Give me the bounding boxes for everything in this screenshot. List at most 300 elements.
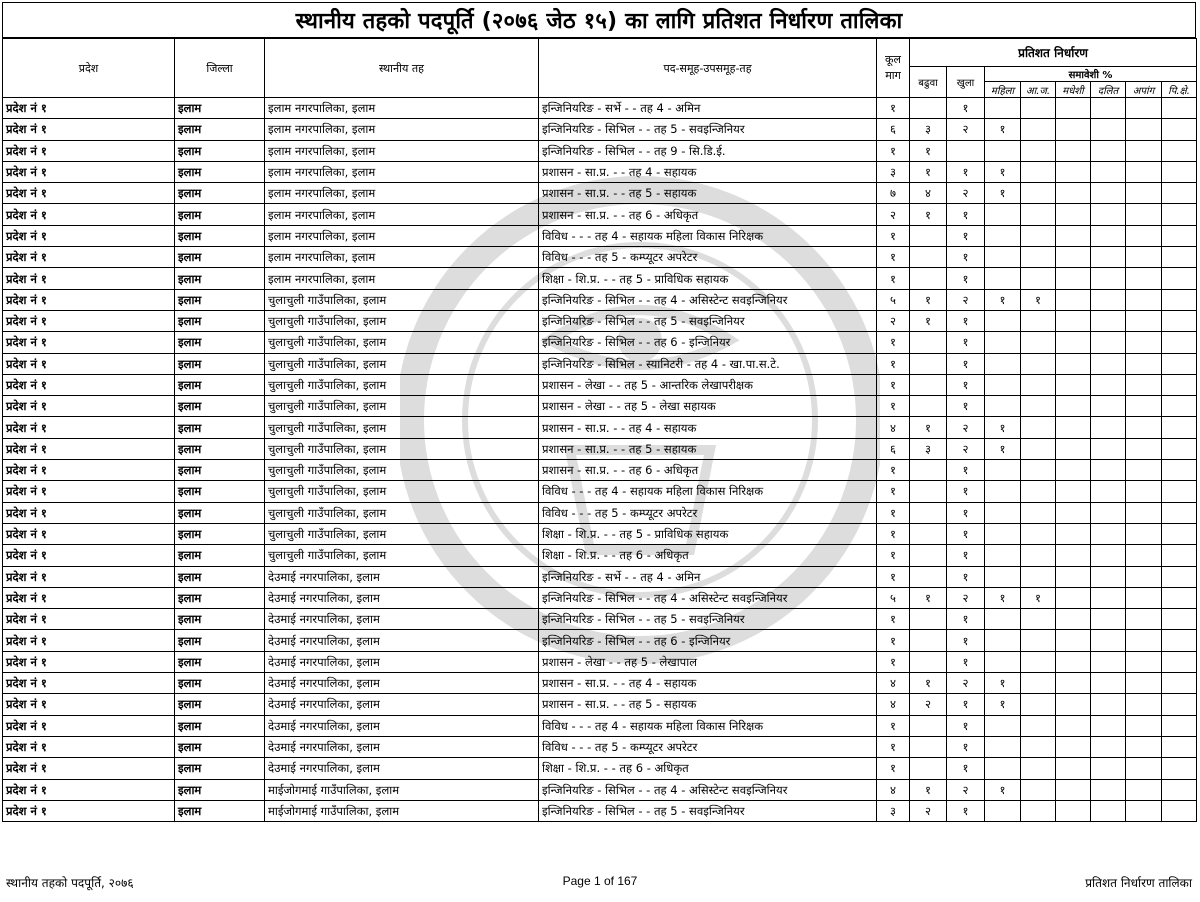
cell-women bbox=[985, 736, 1021, 757]
cell-local-level: इलाम नगरपालिका, इलाम bbox=[265, 119, 539, 140]
cell-district: इलाम bbox=[175, 800, 265, 821]
cell-post: प्रशासन - सा.प्र. - - तह 4 - सहायक bbox=[539, 673, 877, 694]
cell-province: प्रदेश नं १ bbox=[3, 779, 175, 800]
cell-janajati bbox=[1021, 758, 1056, 779]
cell-post: शिक्षा - शि.प्र. - - तह 5 - प्राविधिक सहायक bbox=[539, 523, 877, 544]
cell-province: प्रदेश नं १ bbox=[3, 502, 175, 523]
cell-backward-region bbox=[1162, 225, 1197, 246]
cell-post: शिक्षा - शि.प्र. - - तह 5 - प्राविधिक सहायक bbox=[539, 268, 877, 289]
cell-local-level: चुलाचुली गाउँपालिका, इलाम bbox=[265, 396, 539, 417]
cell-backward-region bbox=[1162, 268, 1197, 289]
cell-promotion bbox=[910, 225, 947, 246]
cell-women: १ bbox=[985, 673, 1021, 694]
cell-open: १ bbox=[947, 353, 985, 374]
cell-disabled bbox=[1126, 183, 1162, 204]
header-dalit: दलित bbox=[1091, 82, 1126, 98]
cell-promotion: १ bbox=[910, 417, 947, 438]
cell-post: इन्जिनियरिङ - सिभिल - - तह 6 - इन्जिनियर bbox=[539, 630, 877, 651]
cell-district: इलाम bbox=[175, 161, 265, 182]
cell-post: प्रशासन - सा.प्र. - - तह 5 - सहायक bbox=[539, 694, 877, 715]
cell-open: १ bbox=[947, 715, 985, 736]
cell-district: इलाम bbox=[175, 587, 265, 608]
cell-district: इलाम bbox=[175, 460, 265, 481]
cell-open: १ bbox=[947, 98, 985, 119]
cell-total-demand: १ bbox=[877, 460, 910, 481]
cell-province: प्रदेश नं १ bbox=[3, 417, 175, 438]
cell-madhesi bbox=[1056, 779, 1091, 800]
cell-post: इन्जिनियरिङ - सिभिल - - तह 4 - असिस्टेन्ट सवइन्जिनियर bbox=[539, 587, 877, 608]
table-row bbox=[3, 140, 1197, 161]
cell-post: विविध - - - तह 5 - कम्प्यूटर अपरेटर bbox=[539, 247, 877, 268]
cell-district: इलाम bbox=[175, 225, 265, 246]
cell-dalit bbox=[1091, 225, 1126, 246]
cell-disabled bbox=[1126, 651, 1162, 672]
cell-janajati bbox=[1021, 310, 1056, 331]
cell-local-level: इलाम नगरपालिका, इलाम bbox=[265, 268, 539, 289]
cell-promotion bbox=[910, 630, 947, 651]
cell-local-level: चुलाचुली गाउँपालिका, इलाम bbox=[265, 310, 539, 331]
cell-open: १ bbox=[947, 247, 985, 268]
cell-women bbox=[985, 98, 1021, 119]
cell-dalit bbox=[1091, 438, 1126, 459]
table-row bbox=[3, 374, 1197, 395]
table-row bbox=[3, 800, 1197, 821]
cell-total-demand: १ bbox=[877, 247, 910, 268]
cell-promotion: १ bbox=[910, 289, 947, 310]
cell-women bbox=[985, 800, 1021, 821]
cell-disabled bbox=[1126, 289, 1162, 310]
cell-post: इन्जिनियरिङ - सिभिल - - तह 4 - असिस्टेन्ट सवइन्जिनियर bbox=[539, 779, 877, 800]
cell-disabled bbox=[1126, 673, 1162, 694]
cell-total-demand: १ bbox=[877, 98, 910, 119]
cell-janajati bbox=[1021, 161, 1056, 182]
cell-madhesi bbox=[1056, 715, 1091, 736]
cell-district: इलाम bbox=[175, 566, 265, 587]
header-janajati: आ.ज. bbox=[1021, 82, 1056, 98]
header-women: महिला bbox=[985, 82, 1021, 98]
cell-province: प्रदेश नं १ bbox=[3, 332, 175, 353]
cell-dalit bbox=[1091, 651, 1126, 672]
cell-district: इलाम bbox=[175, 268, 265, 289]
cell-post: प्रशासन - सा.प्र. - - तह 4 - सहायक bbox=[539, 417, 877, 438]
cell-dalit bbox=[1091, 758, 1126, 779]
cell-total-demand: १ bbox=[877, 566, 910, 587]
header-promotion: बढुवा bbox=[910, 67, 947, 98]
table-row bbox=[3, 98, 1197, 119]
cell-province: प्रदेश नं १ bbox=[3, 566, 175, 587]
cell-madhesi bbox=[1056, 651, 1091, 672]
cell-post: शिक्षा - शि.प्र. - - तह 6 - अधिकृत bbox=[539, 545, 877, 566]
cell-local-level: चुलाचुली गाउँपालिका, इलाम bbox=[265, 417, 539, 438]
cell-province: प्रदेश नं १ bbox=[3, 98, 175, 119]
cell-dalit bbox=[1091, 119, 1126, 140]
cell-open: १ bbox=[947, 161, 985, 182]
cell-dalit bbox=[1091, 566, 1126, 587]
cell-province: प्रदेश नं १ bbox=[3, 310, 175, 331]
cell-total-demand: १ bbox=[877, 609, 910, 630]
cell-open: २ bbox=[947, 417, 985, 438]
cell-dalit bbox=[1091, 353, 1126, 374]
cell-post: इन्जिनियरिङ - सर्भे - - तह 4 - अमिन bbox=[539, 98, 877, 119]
cell-janajati bbox=[1021, 566, 1056, 587]
cell-dalit bbox=[1091, 289, 1126, 310]
cell-disabled bbox=[1126, 332, 1162, 353]
cell-janajati bbox=[1021, 374, 1056, 395]
cell-open: १ bbox=[947, 396, 985, 417]
table-row bbox=[3, 268, 1197, 289]
cell-open: १ bbox=[947, 800, 985, 821]
cell-disabled bbox=[1126, 396, 1162, 417]
cell-local-level: देउमाई नगरपालिका, इलाम bbox=[265, 758, 539, 779]
header-inclusive: समावेशी % bbox=[985, 67, 1197, 82]
cell-backward-region bbox=[1162, 289, 1197, 310]
cell-total-demand: १ bbox=[877, 268, 910, 289]
header-post: पद-समूह-उपसमूह-तह bbox=[539, 39, 877, 98]
cell-janajati bbox=[1021, 715, 1056, 736]
cell-madhesi bbox=[1056, 140, 1091, 161]
cell-total-demand: ४ bbox=[877, 779, 910, 800]
cell-open: २ bbox=[947, 183, 985, 204]
cell-district: इलाम bbox=[175, 779, 265, 800]
cell-open: १ bbox=[947, 204, 985, 225]
cell-post: इन्जिनियरिङ - सिभिल - - तह 4 - असिस्टेन्ट सवइन्जिनियर bbox=[539, 289, 877, 310]
cell-disabled bbox=[1126, 268, 1162, 289]
cell-dalit bbox=[1091, 587, 1126, 608]
cell-district: इलाम bbox=[175, 183, 265, 204]
cell-district: इलाम bbox=[175, 310, 265, 331]
cell-disabled bbox=[1126, 545, 1162, 566]
cell-district: इलाम bbox=[175, 673, 265, 694]
cell-backward-region bbox=[1162, 417, 1197, 438]
cell-women bbox=[985, 353, 1021, 374]
cell-madhesi bbox=[1056, 438, 1091, 459]
cell-backward-region bbox=[1162, 353, 1197, 374]
table-row bbox=[3, 587, 1197, 608]
cell-post: प्रशासन - सा.प्र. - - तह 6 - अधिकृत bbox=[539, 460, 877, 481]
cell-dalit bbox=[1091, 630, 1126, 651]
table-row bbox=[3, 758, 1197, 779]
cell-post: इन्जिनियरिङ - सिभिल - - तह 5 - सवइन्जिनियर bbox=[539, 310, 877, 331]
cell-women bbox=[985, 758, 1021, 779]
cell-province: प्रदेश नं १ bbox=[3, 694, 175, 715]
cell-local-level: माईजोगमाई गाउँपालिका, इलाम bbox=[265, 800, 539, 821]
cell-post: विविध - - - तह 4 - सहायक महिला विकास निरिक्षक bbox=[539, 715, 877, 736]
cell-district: इलाम bbox=[175, 523, 265, 544]
cell-backward-region bbox=[1162, 98, 1197, 119]
cell-madhesi bbox=[1056, 417, 1091, 438]
cell-open: १ bbox=[947, 481, 985, 502]
cell-backward-region bbox=[1162, 673, 1197, 694]
cell-promotion: १ bbox=[910, 161, 947, 182]
cell-disabled bbox=[1126, 438, 1162, 459]
cell-madhesi bbox=[1056, 374, 1091, 395]
header-open: खुला bbox=[947, 67, 985, 98]
cell-district: इलाम bbox=[175, 374, 265, 395]
cell-disabled bbox=[1126, 587, 1162, 608]
cell-province: प्रदेश नं १ bbox=[3, 438, 175, 459]
cell-local-level: चुलाचुली गाउँपालिका, इलाम bbox=[265, 289, 539, 310]
cell-backward-region bbox=[1162, 609, 1197, 630]
cell-open: २ bbox=[947, 438, 985, 459]
cell-disabled bbox=[1126, 310, 1162, 331]
cell-madhesi bbox=[1056, 353, 1091, 374]
table-row bbox=[3, 545, 1197, 566]
cell-total-demand: १ bbox=[877, 396, 910, 417]
cell-open: २ bbox=[947, 779, 985, 800]
cell-janajati bbox=[1021, 396, 1056, 417]
cell-post: शिक्षा - शि.प्र. - - तह 6 - अधिकृत bbox=[539, 758, 877, 779]
cell-open: १ bbox=[947, 694, 985, 715]
cell-disabled bbox=[1126, 736, 1162, 757]
cell-janajati bbox=[1021, 523, 1056, 544]
cell-post: इन्जिनियरिङ - सर्भे - - तह 4 - अमिन bbox=[539, 566, 877, 587]
cell-madhesi bbox=[1056, 523, 1091, 544]
cell-province: प्रदेश नं १ bbox=[3, 225, 175, 246]
cell-backward-region bbox=[1162, 183, 1197, 204]
table-row bbox=[3, 396, 1197, 417]
cell-province: प्रदेश नं १ bbox=[3, 353, 175, 374]
table-row bbox=[3, 481, 1197, 502]
cell-total-demand: १ bbox=[877, 225, 910, 246]
cell-post: इन्जिनियरिङ - सिभिल - - तह 6 - इन्जिनियर bbox=[539, 332, 877, 353]
cell-province: प्रदेश नं १ bbox=[3, 140, 175, 161]
cell-promotion: १ bbox=[910, 310, 947, 331]
cell-dalit bbox=[1091, 715, 1126, 736]
cell-total-demand: १ bbox=[877, 140, 910, 161]
cell-province: प्रदेश नं १ bbox=[3, 715, 175, 736]
cell-local-level: चुलाचुली गाउँपालिका, इलाम bbox=[265, 353, 539, 374]
cell-promotion bbox=[910, 353, 947, 374]
cell-disabled bbox=[1126, 247, 1162, 268]
cell-province: प्रदेश नं १ bbox=[3, 609, 175, 630]
cell-district: इलाम bbox=[175, 609, 265, 630]
cell-madhesi bbox=[1056, 673, 1091, 694]
cell-dalit bbox=[1091, 98, 1126, 119]
cell-backward-region bbox=[1162, 545, 1197, 566]
cell-total-demand: १ bbox=[877, 651, 910, 672]
cell-local-level: चुलाचुली गाउँपालिका, इलाम bbox=[265, 438, 539, 459]
cell-women: १ bbox=[985, 289, 1021, 310]
cell-dalit bbox=[1091, 396, 1126, 417]
cell-open: १ bbox=[947, 225, 985, 246]
cell-madhesi bbox=[1056, 396, 1091, 417]
cell-promotion: १ bbox=[910, 204, 947, 225]
cell-disabled bbox=[1126, 800, 1162, 821]
cell-local-level: इलाम नगरपालिका, इलाम bbox=[265, 204, 539, 225]
cell-women bbox=[985, 247, 1021, 268]
cell-promotion: १ bbox=[910, 673, 947, 694]
cell-backward-region bbox=[1162, 481, 1197, 502]
cell-local-level: देउमाई नगरपालिका, इलाम bbox=[265, 587, 539, 608]
cell-backward-region bbox=[1162, 566, 1197, 587]
table-row bbox=[3, 566, 1197, 587]
cell-promotion bbox=[910, 374, 947, 395]
cell-disabled bbox=[1126, 161, 1162, 182]
cell-local-level: इलाम नगरपालिका, इलाम bbox=[265, 161, 539, 182]
cell-disabled bbox=[1126, 502, 1162, 523]
cell-province: प्रदेश नं १ bbox=[3, 374, 175, 395]
header-percent-allocation: प्रतिशत निर्धारण bbox=[910, 39, 1197, 67]
cell-promotion bbox=[910, 396, 947, 417]
cell-post: इन्जिनियरिङ - सिभिल - स्यानिटरी - तह 4 - खा.पा.स.टे. bbox=[539, 353, 877, 374]
cell-dalit bbox=[1091, 268, 1126, 289]
cell-open: १ bbox=[947, 332, 985, 353]
cell-total-demand: १ bbox=[877, 736, 910, 757]
cell-women bbox=[985, 374, 1021, 395]
table-row bbox=[3, 630, 1197, 651]
cell-madhesi bbox=[1056, 481, 1091, 502]
cell-district: इलाम bbox=[175, 438, 265, 459]
cell-post: प्रशासन - लेखा - - तह 5 - लेखापाल bbox=[539, 651, 877, 672]
cell-local-level: देउमाई नगरपालिका, इलाम bbox=[265, 694, 539, 715]
cell-total-demand: ७ bbox=[877, 183, 910, 204]
table-row bbox=[3, 609, 1197, 630]
header-district: जिल्ला bbox=[175, 39, 265, 98]
cell-open: १ bbox=[947, 374, 985, 395]
cell-women: १ bbox=[985, 694, 1021, 715]
cell-backward-region bbox=[1162, 140, 1197, 161]
footer-page-number: Page 1 of 167 bbox=[562, 874, 638, 888]
cell-post: प्रशासन - सा.प्र. - - तह 4 - सहायक bbox=[539, 161, 877, 182]
cell-dalit bbox=[1091, 545, 1126, 566]
cell-post: विविध - - - तह 5 - कम्प्यूटर अपरेटर bbox=[539, 502, 877, 523]
cell-promotion: १ bbox=[910, 779, 947, 800]
cell-disabled bbox=[1126, 119, 1162, 140]
cell-total-demand: १ bbox=[877, 523, 910, 544]
cell-post: प्रशासन - लेखा - - तह 5 - लेखा सहायक bbox=[539, 396, 877, 417]
cell-open: १ bbox=[947, 545, 985, 566]
cell-total-demand: ३ bbox=[877, 161, 910, 182]
cell-women bbox=[985, 140, 1021, 161]
cell-janajati bbox=[1021, 545, 1056, 566]
cell-district: इलाम bbox=[175, 545, 265, 566]
cell-dalit bbox=[1091, 417, 1126, 438]
cell-dalit bbox=[1091, 183, 1126, 204]
cell-promotion bbox=[910, 98, 947, 119]
cell-janajati bbox=[1021, 694, 1056, 715]
cell-total-demand: ५ bbox=[877, 289, 910, 310]
cell-janajati bbox=[1021, 502, 1056, 523]
cell-madhesi bbox=[1056, 566, 1091, 587]
cell-promotion: ४ bbox=[910, 183, 947, 204]
cell-disabled bbox=[1126, 460, 1162, 481]
cell-women bbox=[985, 651, 1021, 672]
cell-post: विविध - - - तह 4 - सहायक महिला विकास निरिक्षक bbox=[539, 225, 877, 246]
cell-post: इन्जिनियरिङ - सिभिल - - तह 5 - सवइन्जिनियर bbox=[539, 119, 877, 140]
cell-backward-region bbox=[1162, 204, 1197, 225]
cell-post: विविध - - - तह 5 - कम्प्यूटर अपरेटर bbox=[539, 736, 877, 757]
cell-total-demand: ६ bbox=[877, 119, 910, 140]
cell-madhesi bbox=[1056, 502, 1091, 523]
table-row bbox=[3, 651, 1197, 672]
cell-open: १ bbox=[947, 651, 985, 672]
cell-madhesi bbox=[1056, 736, 1091, 757]
cell-local-level: चुलाचुली गाउँपालिका, इलाम bbox=[265, 460, 539, 481]
cell-women bbox=[985, 715, 1021, 736]
cell-district: इलाम bbox=[175, 140, 265, 161]
cell-janajati bbox=[1021, 225, 1056, 246]
cell-dalit bbox=[1091, 204, 1126, 225]
cell-total-demand: ४ bbox=[877, 694, 910, 715]
cell-women bbox=[985, 609, 1021, 630]
cell-women bbox=[985, 481, 1021, 502]
table-row bbox=[3, 736, 1197, 757]
cell-backward-region bbox=[1162, 438, 1197, 459]
cell-madhesi bbox=[1056, 609, 1091, 630]
cell-open: २ bbox=[947, 119, 985, 140]
cell-madhesi bbox=[1056, 247, 1091, 268]
cell-women bbox=[985, 225, 1021, 246]
cell-province: प्रदेश नं १ bbox=[3, 183, 175, 204]
cell-promotion bbox=[910, 481, 947, 502]
header-total-demand-line1: कूल bbox=[885, 53, 901, 66]
cell-women: १ bbox=[985, 779, 1021, 800]
cell-total-demand: १ bbox=[877, 715, 910, 736]
page-title: स्थानीय तहको पदपूर्ति (२०७६ जेठ १५) का लागि प्रतिशत निर्धारण तालिका bbox=[2, 2, 1196, 38]
cell-province: प्रदेश नं १ bbox=[3, 396, 175, 417]
cell-madhesi bbox=[1056, 98, 1091, 119]
header-disabled: अपांग bbox=[1126, 82, 1162, 98]
cell-disabled bbox=[1126, 523, 1162, 544]
header-province: प्रदेश bbox=[3, 39, 175, 98]
cell-dalit bbox=[1091, 673, 1126, 694]
cell-district: इलाम bbox=[175, 417, 265, 438]
cell-backward-region bbox=[1162, 587, 1197, 608]
cell-janajati bbox=[1021, 353, 1056, 374]
cell-open: १ bbox=[947, 736, 985, 757]
cell-district: इलाम bbox=[175, 502, 265, 523]
cell-dalit bbox=[1091, 310, 1126, 331]
cell-janajati bbox=[1021, 736, 1056, 757]
cell-province: प्रदेश नं १ bbox=[3, 736, 175, 757]
cell-total-demand: ६ bbox=[877, 438, 910, 459]
cell-janajati bbox=[1021, 630, 1056, 651]
cell-open: १ bbox=[947, 502, 985, 523]
cell-backward-region bbox=[1162, 460, 1197, 481]
table-body bbox=[3, 98, 1197, 822]
cell-post: प्रशासन - सा.प्र. - - तह 5 - सहायक bbox=[539, 438, 877, 459]
cell-open: १ bbox=[947, 566, 985, 587]
cell-janajati bbox=[1021, 438, 1056, 459]
table-row bbox=[3, 119, 1197, 140]
cell-madhesi bbox=[1056, 694, 1091, 715]
cell-district: इलाम bbox=[175, 119, 265, 140]
cell-madhesi bbox=[1056, 460, 1091, 481]
cell-dalit bbox=[1091, 502, 1126, 523]
cell-local-level: देउमाई नगरपालिका, इलाम bbox=[265, 651, 539, 672]
cell-local-level: इलाम नगरपालिका, इलाम bbox=[265, 98, 539, 119]
cell-disabled bbox=[1126, 779, 1162, 800]
cell-women: १ bbox=[985, 438, 1021, 459]
cell-dalit bbox=[1091, 140, 1126, 161]
cell-backward-region bbox=[1162, 374, 1197, 395]
cell-disabled bbox=[1126, 204, 1162, 225]
cell-backward-region bbox=[1162, 736, 1197, 757]
cell-promotion bbox=[910, 566, 947, 587]
cell-district: इलाम bbox=[175, 481, 265, 502]
cell-district: इलाम bbox=[175, 332, 265, 353]
cell-local-level: देउमाई नगरपालिका, इलाम bbox=[265, 736, 539, 757]
cell-open: १ bbox=[947, 310, 985, 331]
cell-disabled bbox=[1126, 140, 1162, 161]
cell-post: विविध - - - तह 4 - सहायक महिला विकास निरिक्षक bbox=[539, 481, 877, 502]
cell-disabled bbox=[1126, 481, 1162, 502]
cell-women: १ bbox=[985, 417, 1021, 438]
cell-local-level: देउमाई नगरपालिका, इलाम bbox=[265, 609, 539, 630]
cell-total-demand: ४ bbox=[877, 673, 910, 694]
cell-madhesi bbox=[1056, 161, 1091, 182]
cell-janajati bbox=[1021, 417, 1056, 438]
